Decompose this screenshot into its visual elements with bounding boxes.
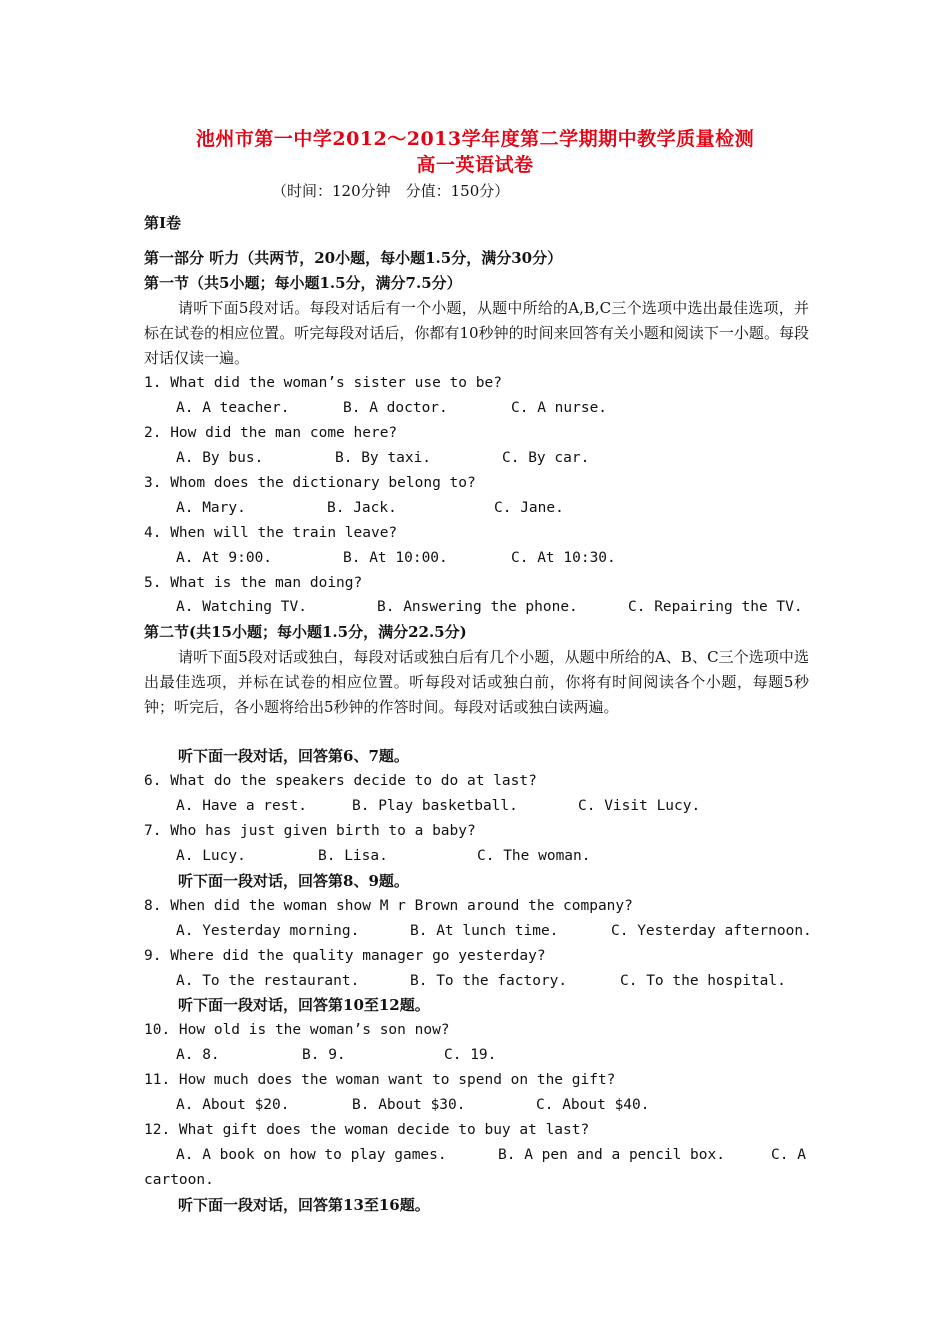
q9-option-a: A. To the restaurant. — [176, 973, 360, 989]
listen-prompt-10-12: 听下面一段对话，回答第10至12题。 — [178, 996, 430, 1014]
q11-option-c: C. About $40. — [536, 1097, 650, 1113]
question-9: 9. Where did the quality manager go yesterday? — [144, 948, 546, 964]
section1-instructions: 请听下面5段对话。每段对话后有一个小题，从题中所给的A,B,C三个选项中选出最佳选项，并标在试卷的相应位置。听完每段对话后，你都有10秒钟的时间来回答有关小题和阅读下一小题。每段对话仅读一遍。 — [144, 299, 809, 367]
q2-option-a: A. By bus. — [176, 450, 264, 466]
question-8: 8. When did the woman show M r Brown around the company? — [144, 898, 633, 914]
q6-option-b: B. Play basketball. — [352, 798, 518, 814]
question-12: 12. What gift does the woman decide to buy at last? — [144, 1122, 590, 1138]
question-3: 3. Whom does the dictionary belong to? — [144, 475, 476, 491]
time-score-info: （时间：120分钟 分值：150分） — [272, 182, 510, 200]
question-5: 5. What is the man doing? — [144, 575, 363, 591]
q5-option-c: C. Repairing the TV. — [628, 599, 803, 615]
q8-option-a: A. Yesterday morning. — [176, 923, 360, 939]
q9-option-c: C. To the hospital. — [620, 973, 786, 989]
question-7: 7. Who has just given birth to a baby? — [144, 823, 476, 839]
q10-option-c: C. 19. — [444, 1047, 497, 1063]
volume-label: 第Ⅰ卷 — [144, 214, 182, 232]
exam-subtitle: 高一英语试卷 — [416, 154, 534, 176]
listen-prompt-6-7: 听下面一段对话，回答第6、7题。 — [178, 747, 409, 765]
q11-option-a: A. About $20. — [176, 1097, 290, 1113]
listen-prompt-8-9: 听下面一段对话，回答第8、9题。 — [178, 872, 409, 890]
q5-option-b: B. Answering the phone. — [377, 599, 578, 615]
question-4: 4. When will the train leave? — [144, 525, 398, 541]
q3-option-a: A. Mary. — [176, 500, 246, 516]
q10-option-a: A. 8. — [176, 1047, 220, 1063]
q6-option-a: A. Have a rest. — [176, 798, 307, 814]
q10-option-b: B. 9. — [302, 1047, 346, 1063]
q2-option-b: B. By taxi. — [335, 450, 432, 466]
q12-option-c-continued: cartoon. — [144, 1172, 214, 1188]
q12-option-a: A. A book on how to play games. — [176, 1147, 447, 1163]
q2-option-c: C. By car. — [502, 450, 590, 466]
q4-option-b: B. At 10:00. — [343, 550, 448, 566]
q11-option-b: B. About $30. — [352, 1097, 466, 1113]
q12-option-b: B. A pen and a pencil box. — [498, 1147, 725, 1163]
q1-option-b: B. A doctor. — [343, 400, 448, 416]
q12-option-c: C. A — [771, 1147, 806, 1163]
question-6: 6. What do the speakers decide to do at last? — [144, 773, 537, 789]
q7-option-a: A. Lucy. — [176, 848, 246, 864]
part1-heading: 第一部分 听力（共两节，20小题，每小题1.5分，满分30分） — [144, 249, 563, 267]
exam-title: 池州市第一中学2012～2013学年度第二学期期中教学质量检测 — [195, 128, 755, 150]
question-1: 1. What did the woman’s sister use to be? — [144, 375, 502, 391]
section1-heading: 第一节（共5小题；每小题1.5分，满分7.5分） — [144, 274, 462, 292]
q6-option-c: C. Visit Lucy. — [578, 798, 701, 814]
q8-option-c: C. Yesterday afternoon. — [611, 923, 812, 939]
q1-option-c: C. A nurse. — [511, 400, 608, 416]
q5-option-a: A. Watching TV. — [176, 599, 307, 615]
section2-heading: 第二节(共15小题；每小题1.5分，满分22.5分) — [144, 623, 467, 641]
question-2: 2. How did the man come here? — [144, 425, 398, 441]
q8-option-b: B. At lunch time. — [410, 923, 559, 939]
listen-prompt-13-16: 听下面一段对话，回答第13至16题。 — [178, 1196, 430, 1214]
question-11: 11. How much does the woman want to spend on the gift? — [144, 1072, 616, 1088]
q3-option-c: C. Jane. — [494, 500, 564, 516]
q3-option-b: B. Jack. — [327, 500, 397, 516]
q4-option-a: A. At 9:00. — [176, 550, 273, 566]
q9-option-b: B. To the factory. — [410, 973, 568, 989]
q1-option-a: A. A teacher. — [176, 400, 290, 416]
q7-option-c: C. The woman. — [477, 848, 591, 864]
q7-option-b: B. Lisa. — [318, 848, 388, 864]
question-10: 10. How old is the woman’s son now? — [144, 1022, 450, 1038]
section2-instructions: 请听下面5段对话或独白，每段对话或独白后有几个小题，从题中所给的A、B、C三个选项中选出最佳选项，并标在试卷的相应位置。听每段对话或独白前，你将有时间阅读各个小题，每题5秒钟；听完后，各小题将给出5秒钟的作答时间。每段对话或独白读两遍。 — [144, 648, 809, 716]
q4-option-c: C. At 10:30. — [511, 550, 616, 566]
